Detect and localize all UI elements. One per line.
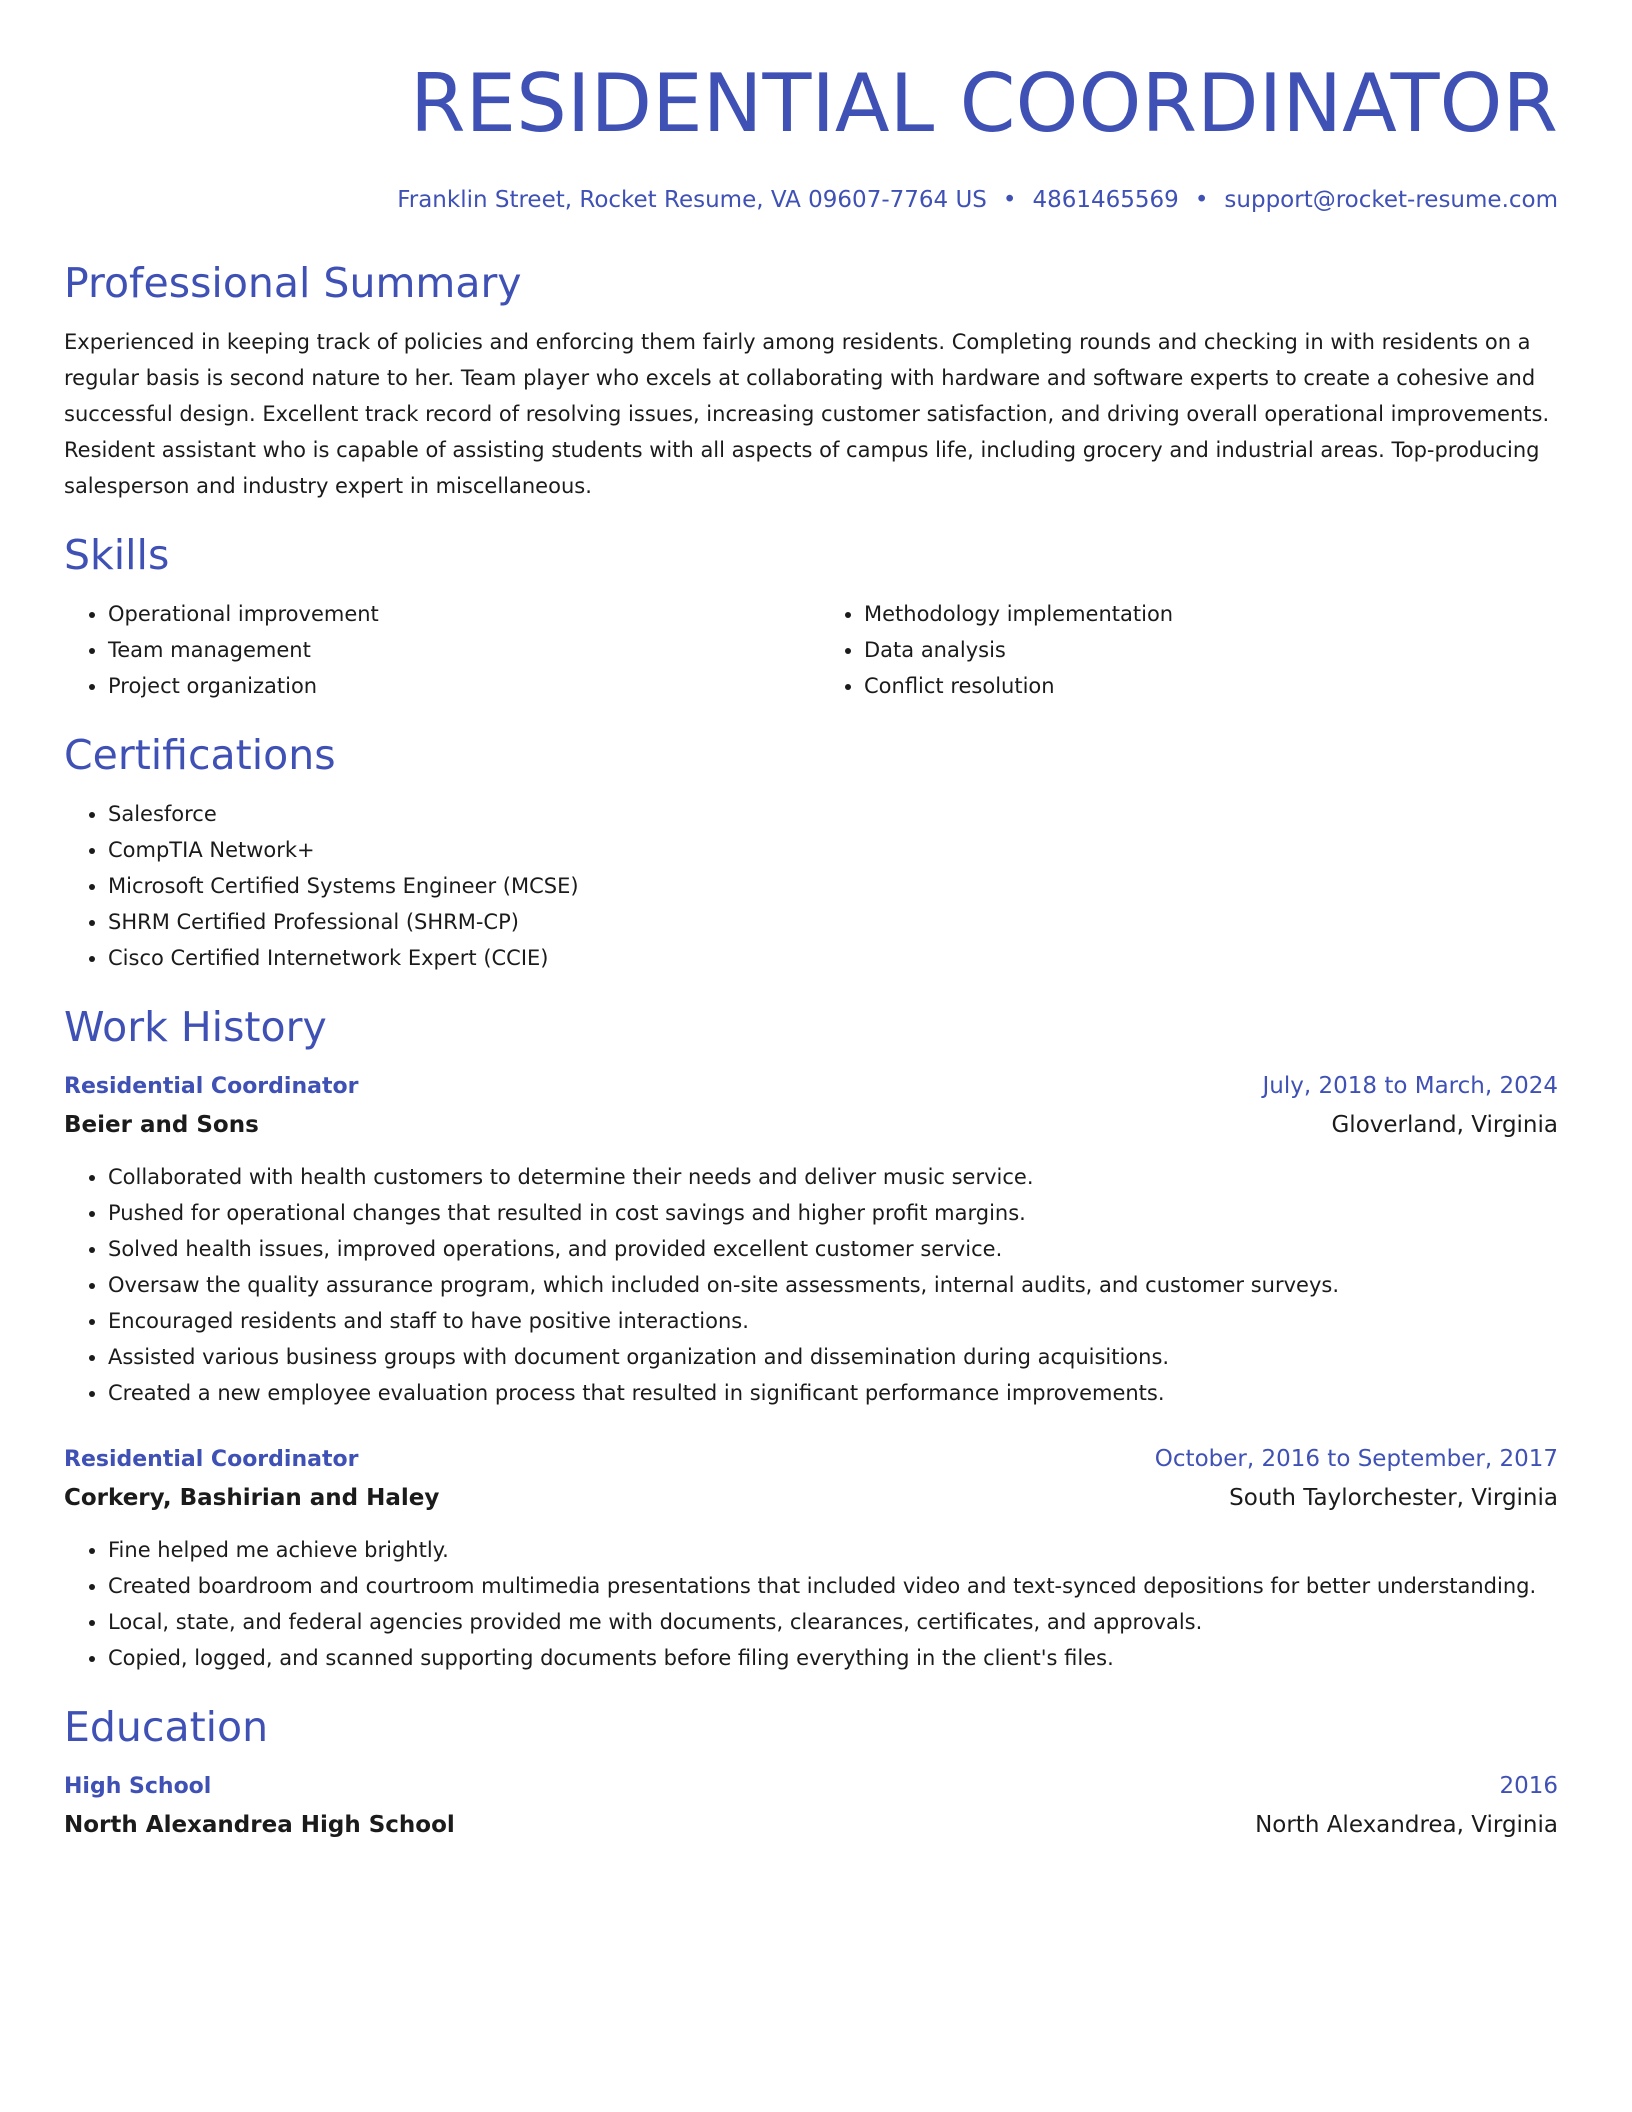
school-name: North Alexandrea High School [64,1812,455,1838]
job-bullet: • Copied, logged, and scanned supporting documents before filing everything in the client's files. [108,1640,1558,1676]
education-heading: Education [64,1703,269,1751]
certification-item: • Salesforce [108,796,1558,832]
school-location: North Alexandrea, Virginia [1255,1812,1558,1838]
skill-item: • Conflict resolution [864,668,1558,704]
contact-separator: • [1194,187,1209,213]
education-entry-header [64,1768,1558,1805]
resume-name-title: RESIDENTIAL COORDINATOR [409,57,1558,150]
work-entry-header [64,1068,1558,1105]
certification-item: • Cisco Certified Internetwork Expert (CCIE) [108,940,1558,976]
job-bullet: • Solved health issues, improved operations, and provided excellent customer service. [108,1231,1558,1267]
company-name: Corkery, Bashirian and Haley [64,1485,440,1511]
skills-heading: Skills [64,531,170,579]
job-bullet: • Fine helped me achieve brightly. [108,1532,1558,1568]
job-bullet: • Pushed for operational changes that resulted in cost savings and higher profit margins. [108,1195,1558,1231]
skills-list-left [64,596,802,704]
skills-grid [64,596,1558,704]
company-name: Beier and Sons [64,1112,259,1138]
job-bullets [64,1159,1558,1411]
job-bullet: • Encouraged residents and staff to have positive interactions. [108,1303,1558,1339]
education-year: 2016 [1499,1773,1558,1799]
skills-list-right [820,596,1558,704]
education-entry [64,1768,1558,1845]
contact-separator: • [1002,187,1017,213]
contact-phone: 4861465569 [1032,187,1179,213]
job-bullet: • Created boardroom and courtroom multimedia presentations that included video and text-synced depositions for better understanding. [108,1568,1558,1604]
job-dates: July, 2018 to March, 2024 [1262,1073,1558,1099]
job-title: Residential Coordinator [64,1074,359,1099]
job-bullet: • Oversaw the quality assurance program, which included on-site assessments, internal audits, and customer surveys. [108,1267,1558,1303]
education-entry-subheader [64,1805,1558,1845]
contact-address: Franklin Street, Rocket Resume, VA 09607-7764 US [397,187,987,213]
skill-item: • Data analysis [864,632,1558,668]
job-bullet: • Collaborated with health customers to determine their needs and deliver music service. [108,1159,1558,1195]
work-entry-subheader [64,1105,1558,1145]
certification-item: • SHRM Certified Professional (SHRM-CP) [108,904,1558,940]
work-entry-subheader [64,1478,1558,1518]
work-entry [64,1068,1558,1411]
job-dates: October, 2016 to September, 2017 [1154,1446,1558,1472]
summary-heading: Professional Summary [64,259,522,307]
skill-item: • Project organization [108,668,802,704]
work-history-heading: Work History [64,1003,327,1051]
contact-line [64,184,1558,216]
summary-text: Experienced in keeping track of policies and enforcing them fairly among residents. Completing rounds and checking in with residents on a regular basis is second nature to her. Team player who excels at collaborating with hardware and software experts to create a cohesive and successful design. Excellent track record of resolving issues, increasing customer satisfaction, and driving overall operational improvements. Resident assistant who is capable of assisting students with all aspects of campus life, including grocery and industrial areas. Top-producing salesperson and industry expert in miscellaneous. [64,330,1550,498]
certifications-heading: Certifications [64,731,336,779]
skill-item: • Methodology implementation [864,596,1558,632]
skill-item: • Team management [108,632,802,668]
degree-title: High School [64,1774,212,1799]
work-entry [64,1441,1558,1676]
job-location: Gloverland, Virginia [1331,1112,1558,1138]
job-bullet: • Created a new employee evaluation process that resulted in significant performance improvements. [108,1375,1558,1411]
job-title: Residential Coordinator [64,1447,359,1472]
contact-email[interactable]: support@rocket-resume.com [1224,187,1558,213]
work-entry-header [64,1441,1558,1478]
certifications-list [64,796,1558,976]
job-bullets [64,1532,1558,1676]
skill-item: • Operational improvement [108,596,802,632]
resume-page [64,56,1558,1845]
certification-item: • CompTIA Network+ [108,832,1558,868]
job-location: South Taylorchester, Virginia [1229,1485,1558,1511]
certification-item: • Microsoft Certified Systems Engineer (MCSE) [108,868,1558,904]
job-bullet: • Assisted various business groups with document organization and dissemination during acquisitions. [108,1339,1558,1375]
job-bullet: • Local, state, and federal agencies provided me with documents, clearances, certificates, and approvals. [108,1604,1558,1640]
